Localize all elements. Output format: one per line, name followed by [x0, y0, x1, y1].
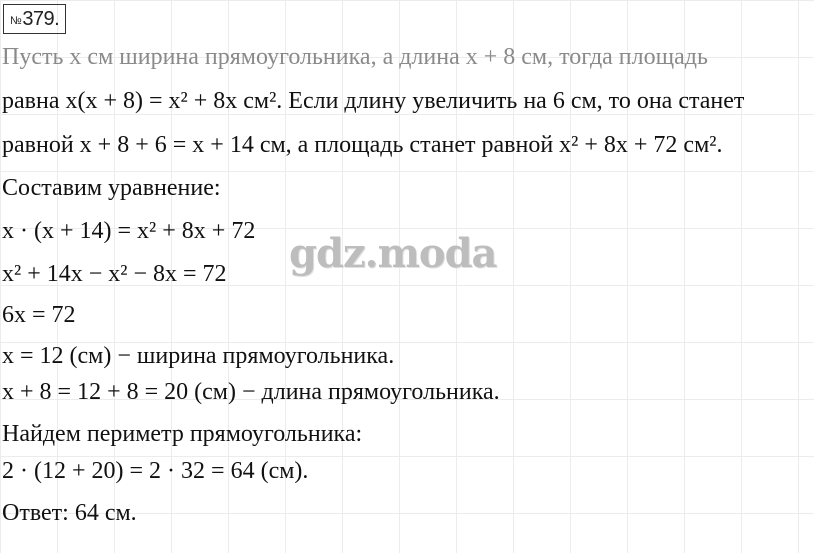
equation-line-3: 6x = 72: [2, 302, 76, 328]
solution-line-4: Составим уравнение:: [2, 175, 221, 201]
problem-number-badge: [3, 4, 66, 34]
solution-line-3: равной x + 8 + 6 = x + 14 см, а площадь станет равной x² + 8x + 72 см².: [2, 132, 723, 158]
perimeter-heading-line: Найдем периметр прямоугольника:: [2, 421, 363, 447]
equation-line-1: x · (x + 14) = x² + 8x + 72: [2, 218, 256, 244]
problem-number: 379.: [22, 8, 60, 30]
solution-line-1: Пусть x см ширина прямоугольника, а длина x + 8 см, тогда площадь: [2, 44, 708, 70]
solution-line-2: равна x(x + 8) = x² + 8x см². Если длину увеличить на 6 см, то она станет: [2, 88, 745, 114]
watermark-logo: gdz.moda: [289, 230, 497, 277]
width-result-line: x = 12 (см) − ширина прямоугольника.: [2, 343, 395, 369]
number-sign: №: [10, 15, 22, 27]
equation-line-2: x² + 14x − x² − 8x = 72: [2, 261, 227, 287]
answer-line: Ответ: 64 см.: [2, 500, 137, 526]
perimeter-calc-line: 2 · (12 + 20) = 2 · 32 = 64 (см).: [2, 458, 309, 484]
length-result-line: x + 8 = 12 + 8 = 20 (см) − длина прямоугольника.: [2, 379, 500, 405]
